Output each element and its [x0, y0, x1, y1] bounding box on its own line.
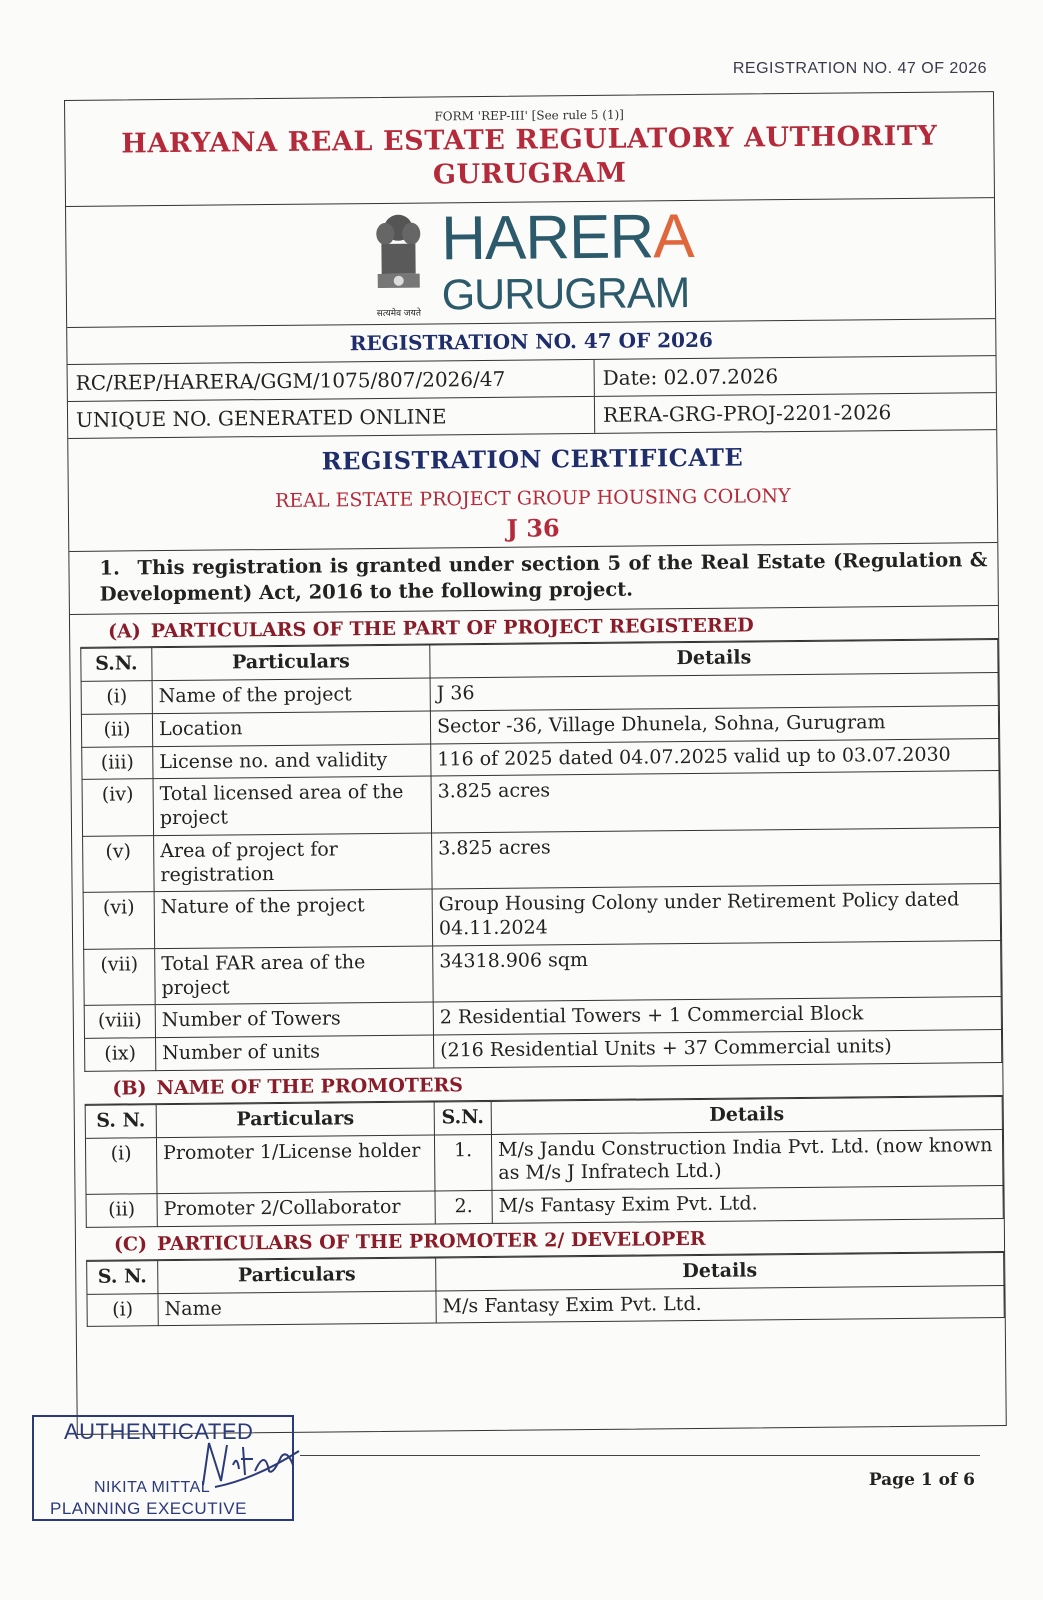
table-row: [84, 940, 1002, 1005]
table-header: Details: [491, 1096, 1002, 1134]
row-particular: Number of units: [156, 1035, 434, 1070]
row-particular: Total licensed area of the project: [153, 776, 432, 835]
stamp-name: NIKITA MITTAL: [94, 1479, 211, 1496]
row-sn: (i): [85, 1137, 157, 1194]
grant-number: 1.: [99, 556, 120, 580]
harera-logo-sub: GURUGRAM: [441, 269, 690, 320]
harera-logo-main: HARER: [440, 202, 654, 274]
row-particular: Promoter 2/Collaborator: [157, 1191, 435, 1226]
row-sn-secondary: 2.: [435, 1191, 492, 1224]
stamp-role: PLANNING EXECUTIVE: [50, 1499, 247, 1518]
row-sn: (ii): [86, 1194, 157, 1227]
harera-logo-accent: A: [652, 202, 694, 272]
authority-name: HARYANA REAL ESTATE REGULATORY AUTHORITY: [121, 120, 938, 160]
row-particular: Promoter 1/License holder: [156, 1135, 435, 1194]
row-detail: M/s Fantasy Exim Pvt. Ltd.: [436, 1285, 1004, 1323]
table-header: Particulars: [158, 1258, 436, 1293]
row-sn: (i): [81, 681, 152, 714]
grant-text: This registration is granted under section 5 of the Real Estate (Regulation & Development) Act, 2016 to the following project.: [99, 547, 988, 606]
row-particular: Area of project for registration: [154, 833, 433, 892]
table-header: S.N.: [81, 648, 152, 681]
page-of: of: [938, 1470, 958, 1490]
section-a-title: PARTICULARS OF THE PART OF PROJECT REGISTERED: [150, 614, 754, 643]
page-prefix: Page: [868, 1470, 915, 1490]
row-sn: (viii): [84, 1005, 155, 1038]
row-particular: Number of Towers: [155, 1002, 433, 1037]
table-header: Particulars: [156, 1102, 434, 1137]
row-particular: Nature of the project: [154, 889, 433, 948]
row-detail: J 36: [430, 673, 998, 711]
page-current: 1: [920, 1470, 933, 1490]
section-b-table: [85, 1096, 1004, 1228]
row-detail: Sector -36, Village Dhunela, Sohna, Gurugram: [430, 705, 998, 743]
certificate-title-block: [68, 430, 997, 552]
top-registration-number: REGISTRATION NO. 47 OF 2026: [732, 60, 987, 77]
table-header: Details: [436, 1252, 1004, 1290]
unique-number-label: UNIQUE NO. GENERATED ONLINE: [68, 397, 595, 438]
grant-clause: [69, 543, 998, 616]
row-sn: (ii): [81, 714, 152, 747]
row-particular: Name of the project: [152, 678, 430, 713]
row-sn: (vii): [84, 949, 156, 1006]
row-sn: (iii): [82, 746, 153, 779]
row-detail: 3.825 acres: [432, 827, 1001, 889]
row-sn: (vi): [83, 892, 155, 949]
harera-logo: [440, 202, 694, 320]
row-particular: License no. and validity: [153, 744, 431, 779]
section-b-title: NAME OF THE PROMOTERS: [156, 1074, 464, 1100]
section-c-table-wrap: [86, 1252, 1005, 1327]
page-total: 6: [963, 1470, 975, 1490]
emblem-icon: [367, 208, 430, 320]
row-detail: 34318.906 sqm: [433, 940, 1002, 1002]
logo-block: [66, 198, 995, 328]
certificate-subtitle: REAL ESTATE PROJECT GROUP HOUSING COLONY: [274, 484, 791, 512]
section-a-table: [80, 639, 1002, 1071]
row-detail: M/s Jandu Construction India Pvt. Ltd. (now known as M/s J Infratech Ltd.): [491, 1129, 1003, 1190]
section-c-table: [86, 1252, 1005, 1327]
row-sn: (iv): [82, 779, 154, 836]
section-c-label: (C): [113, 1233, 148, 1256]
row-detail: M/s Fantasy Exim Pvt. Ltd.: [492, 1186, 1003, 1224]
certificate-project: J 36: [506, 513, 560, 543]
table-header: Particulars: [152, 645, 430, 680]
certificate-date: Date: 02.07.2026: [602, 363, 779, 390]
section-a-label: (A): [108, 620, 141, 644]
row-sn: (i): [87, 1293, 158, 1326]
table-header: S.N.: [434, 1101, 491, 1134]
authority-city: GURUGRAM: [432, 157, 627, 191]
table-header: S. N.: [85, 1105, 156, 1138]
row-particular: Location: [152, 711, 430, 746]
table-row: [82, 771, 1000, 836]
footer-divider: [300, 1455, 980, 1456]
row-detail: (216 Residential Units + 37 Commercial units): [433, 1030, 1001, 1068]
row-detail: Group Housing Colony under Retirement Policy dated 04.11.2024: [432, 884, 1001, 946]
page-number: [869, 1470, 975, 1490]
section-c-title: PARTICULARS OF THE PROMOTER 2/ DEVELOPER: [156, 1227, 706, 1256]
form-line: FORM 'REP-III' [See rule 5 (1)]: [434, 107, 624, 124]
table-row: [83, 827, 1001, 892]
row-detail: 3.825 acres: [431, 771, 1000, 833]
section-a-table-wrap: [80, 639, 1002, 1071]
registration-number: REGISTRATION NO. 47 OF 2026: [67, 319, 995, 365]
signature: [195, 1435, 305, 1499]
certificate-title: REGISTRATION CERTIFICATE: [321, 442, 744, 476]
row-sn: (ix): [85, 1038, 156, 1071]
table-row: [85, 1129, 1003, 1194]
row-sn-secondary: 1.: [434, 1134, 492, 1191]
section-b-label: (B): [112, 1077, 147, 1100]
table-header: S. N.: [87, 1261, 158, 1294]
row-detail: 2 Residential Towers + 1 Commercial Block: [433, 997, 1001, 1035]
row-particular: Name: [158, 1291, 436, 1326]
certificate-frame: [64, 91, 1007, 1435]
reference-number: RC/REP/HARERA/GGM/1075/807/2026/47: [68, 360, 595, 401]
unique-number-value: RERA-GRG-PROJ-2201-2026: [602, 399, 892, 427]
emblem-caption: सत्यमेव जयते: [376, 308, 422, 320]
table-row: [83, 884, 1001, 949]
section-b-table-wrap: [85, 1096, 1004, 1228]
stamp-title: AUTHENTICATED: [64, 1419, 254, 1444]
row-detail: 116 of 2025 dated 04.07.2025 valid up to 03.07.2030: [431, 738, 999, 776]
table-header: Details: [430, 640, 998, 678]
row-sn: (v): [83, 836, 155, 893]
row-particular: Total FAR area of the project: [155, 946, 434, 1005]
signature-image: [195, 1435, 305, 1495]
header-block: [65, 92, 994, 207]
